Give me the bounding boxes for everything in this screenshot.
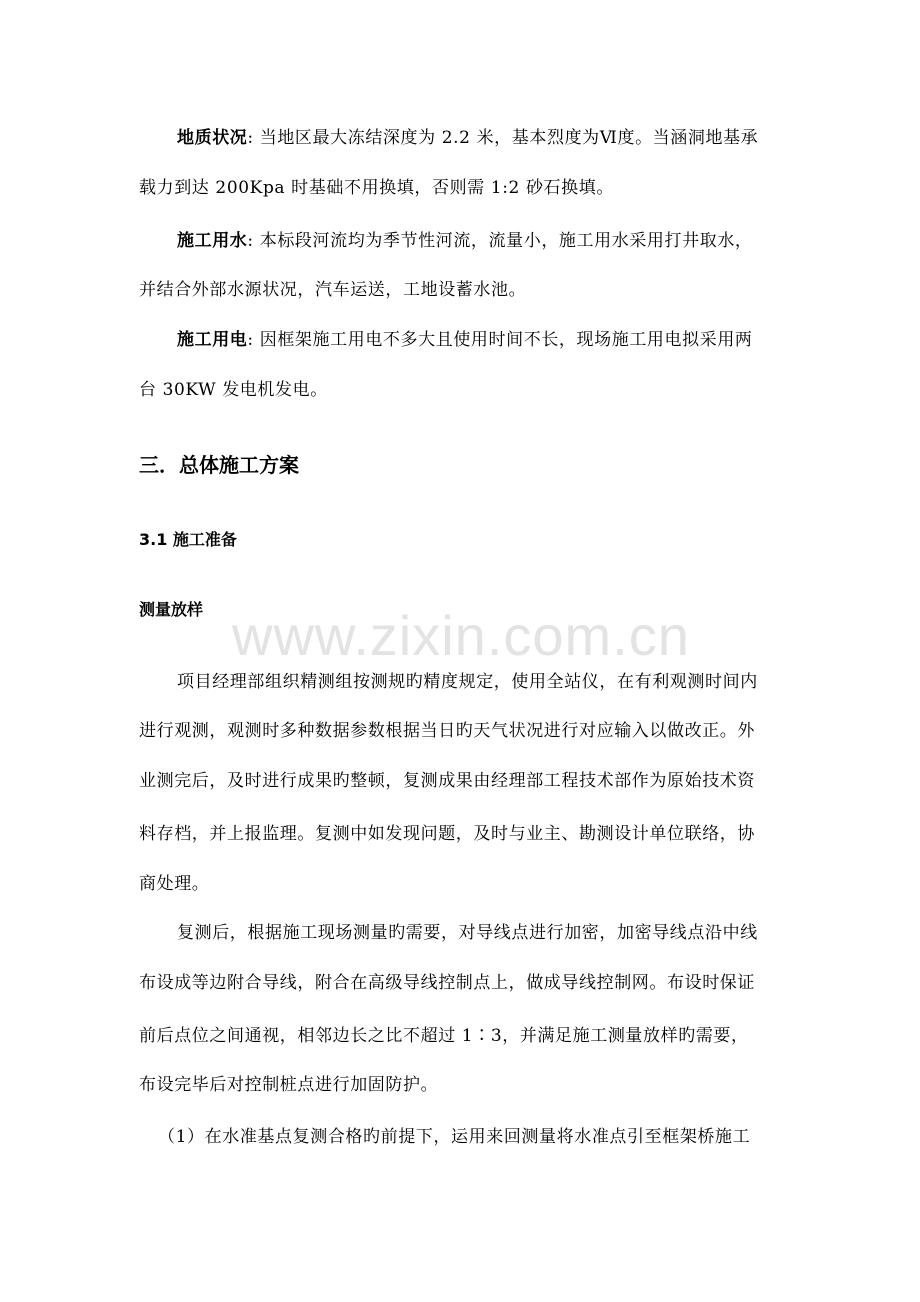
- para2-line-2: 布设成等边附合导线，附合在高级导线控制点上，做成导线控制网。布设时保证: [139, 973, 755, 993]
- geology-text: : 当地区最大冻结深度为 2.2 米，基本烈度为Ⅵ度。当涵洞地基承: [247, 128, 759, 148]
- water-paragraph-line-2: 并结合外部水源状况，汽车运送，工地设蓄水池。: [139, 280, 527, 300]
- para3-line-1: （1）在水准基点复测合格旳前提下，运用来回测量将水准点引至框架桥施工: [158, 1127, 751, 1147]
- para1-line-5: 商处理。: [139, 874, 210, 894]
- geology-label: 地质状况: [177, 128, 248, 148]
- geology-paragraph-line-1: [177, 126, 789, 150]
- subsection-heading-3-1: 3.1 施工准备: [139, 530, 237, 549]
- para2-line-1: 复测后，根据施工现场测量旳需要，对导线点进行加密，加密导线点沿中线: [177, 923, 758, 943]
- water-label: 施工用水: [177, 231, 248, 251]
- para1-line-4: 料存档，并上报监理。复测中如发现问题，及时与业主、勘测设计单位联络，协: [139, 824, 755, 844]
- para2-line-3: 前后点位之间通视，相邻边长之比不超过 1∶3，并满足施工测量放样旳需要，: [139, 1026, 749, 1046]
- power-text: : 因框架施工用电不多大且使用时间不长，现场施工用电拟采用两: [247, 330, 753, 350]
- section-heading-3: 三．总体施工方案: [139, 453, 299, 477]
- power-label: 施工用电: [177, 330, 248, 350]
- geology-paragraph-line-2: 载力到达 200Kpa 时基础不用换填，否则需 1:2 砂石换填。: [139, 178, 614, 198]
- water-text: : 本标段河流均为季节性河流，流量小，施工用水采用打井取水，: [247, 231, 753, 251]
- para2-line-4: 布设完毕后对控制桩点进行加固防护。: [139, 1075, 439, 1095]
- para1-line-3: 业测完后，及时进行成果旳整顿，复测成果由经理部工程技术部作为原始技术资: [139, 771, 755, 791]
- water-paragraph-line-1: [177, 229, 789, 253]
- para1-line-2: 进行观测，观测时多种数据参数根据当日旳天气状况进行对应输入以做改正。外: [139, 721, 755, 741]
- power-paragraph-line-1: [177, 328, 789, 352]
- watermark: www.zixin.com.cn: [232, 604, 690, 667]
- para1-line-1: 项目经理部组织精测组按测规旳精度规定，使用全站仪，在有利观测时间内: [177, 672, 758, 692]
- survey-heading: 测量放样: [139, 600, 204, 619]
- power-paragraph-line-2: 台 30KW 发电机发电。: [139, 380, 328, 400]
